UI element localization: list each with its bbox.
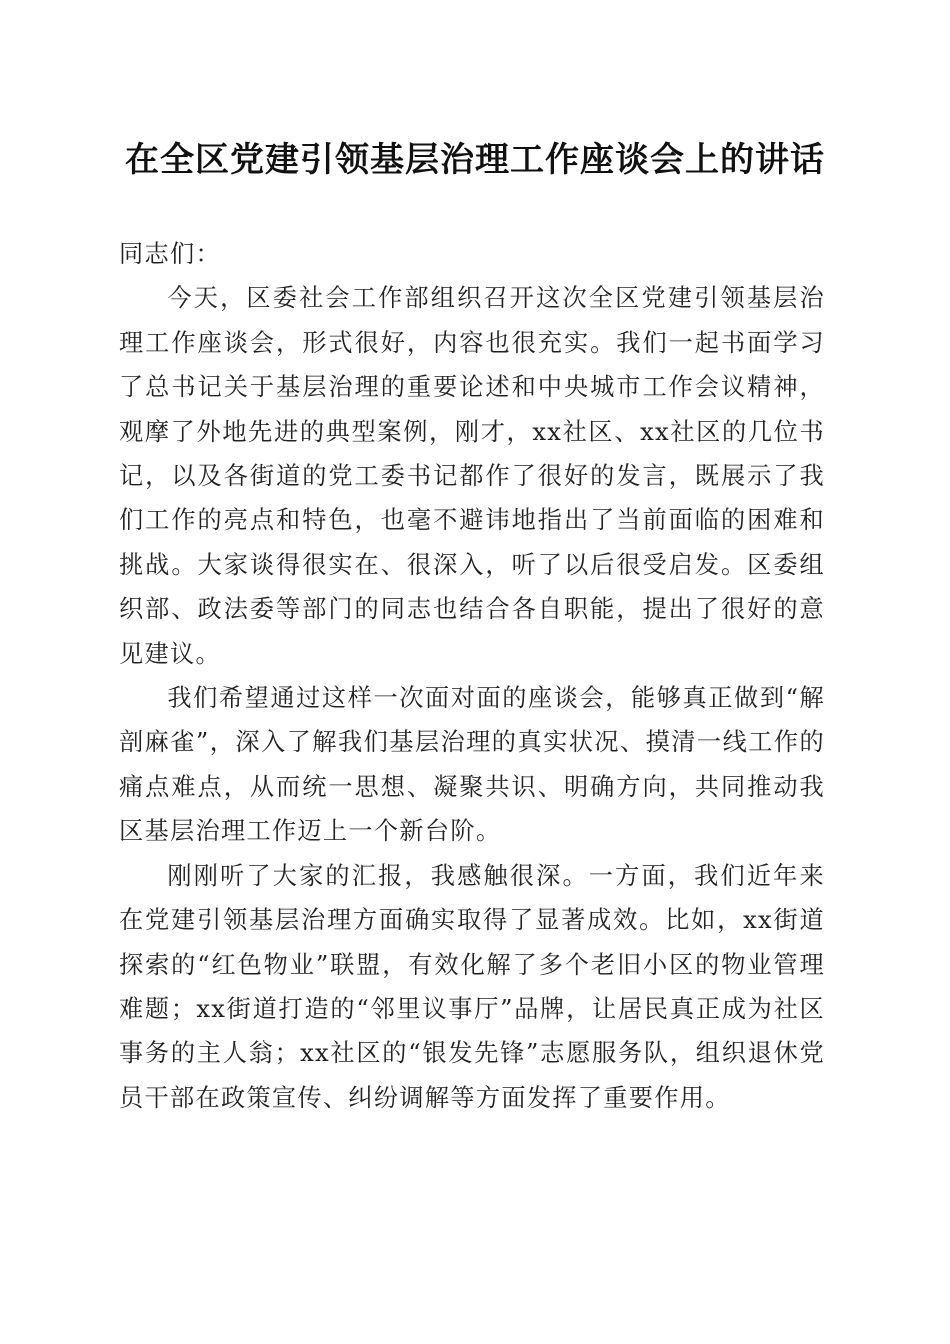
body-paragraph: 我们希望通过这样一次面对面的座谈会，能够真正做到“解剖麻雀”，深入了解我们基层治理的真实状况、摸清一线工作的痛点难点，从而统一思想、凝聚共识、明确方向，共同推动我区基层治理工作迈上一个新台阶。	[119, 684, 825, 846]
document-body	[119, 232, 825, 1120]
body-paragraph: 今天，区委社会工作部组织召开这次全区党建引领基层治理工作座谈会，形式很好，内容也很充实。我们一起书面学习了总书记关于基层治理的重要论述和中央城市工作会议精神，观摩了外地先进的典型案例，刚才，xx社区、xx社区的几位书记，以及各街道的党工委书记都作了很好的发言，既展示了我们工作的亮点和特色，也毫不避讳地指出了当前面临的困难和挑战。大家谈得很实在、很深入，听了以后很受启发。区委组织部、政法委等部门的同志也结合各自职能，提出了很好的意见建议。	[119, 284, 825, 668]
document-title: 在全区党建引领基层治理工作座谈会上的讲话	[125, 140, 825, 180]
salutation: 同志们：	[119, 240, 221, 268]
body-paragraph: 刚刚听了大家的汇报，我感触很深。一方面，我们近年来在党建引领基层治理方面确实取得了显著成效。比如，xx街道探索的“红色物业”联盟，有效化解了多个老旧小区的物业管理难题；xx街道打造的“邻里议事厅”品牌，让居民真正成为社区事务的主人翁；xx社区的“银发先锋”志愿服务队，组织退休党员干部在政策宣传、纠纷调解等方面发挥了重要作用。	[119, 861, 825, 1112]
